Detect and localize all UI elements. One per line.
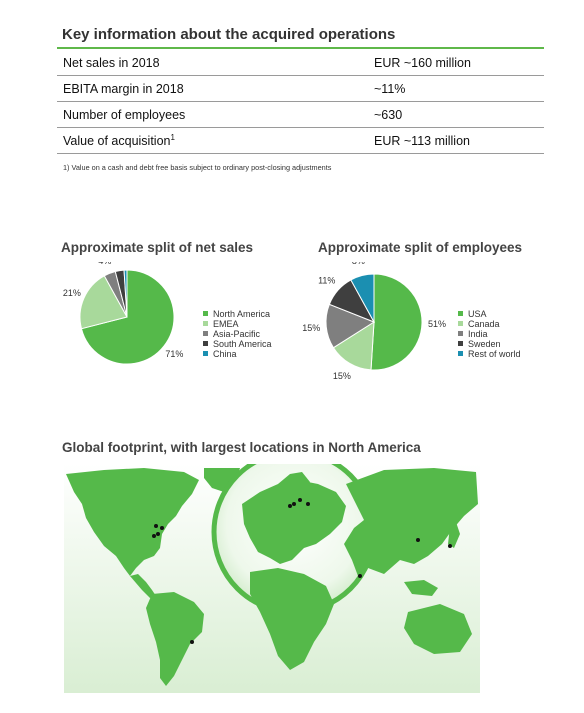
world-map <box>64 464 480 698</box>
legend-item <box>203 339 272 349</box>
row-value: EUR ~160 million <box>374 50 544 76</box>
location-marker <box>156 532 160 536</box>
title-divider <box>57 47 544 49</box>
legend-swatch <box>458 351 463 356</box>
legend-label: North America <box>213 309 271 319</box>
location-marker <box>416 538 420 542</box>
employees-chart-title: Approximate split of employees <box>318 240 523 255</box>
table-row <box>57 50 544 76</box>
row-label <box>57 128 374 154</box>
legend-label: South America <box>213 339 272 349</box>
pie-label <box>352 262 365 266</box>
table-row <box>57 102 544 128</box>
row-label-text: Value of acquisition <box>63 134 171 149</box>
legend-swatch <box>458 331 463 336</box>
legend-label: China <box>213 349 237 359</box>
pie-label: 51% <box>427 318 446 329</box>
row-value: EUR ~113 million <box>374 128 544 154</box>
row-label: Number of employees <box>57 102 374 128</box>
legend-label: Asia-Pacific <box>213 329 261 339</box>
legend-swatch <box>458 341 463 346</box>
map-title: Global footprint, with largest locations in North America <box>62 440 421 455</box>
legend-swatch <box>203 351 208 356</box>
row-value: ~11% <box>374 76 544 102</box>
legend-item <box>458 349 521 359</box>
key-info-table <box>57 50 544 154</box>
legend-label: EMEA <box>213 319 239 329</box>
employees-pie-svg <box>296 262 456 392</box>
location-marker <box>292 502 296 506</box>
legend-item <box>203 319 272 329</box>
row-label: Net sales in 2018 <box>57 50 374 76</box>
location-marker <box>298 498 302 502</box>
row-value: ~630 <box>374 102 544 128</box>
location-marker <box>358 574 362 578</box>
location-marker <box>448 544 452 548</box>
employees-pie-chart <box>296 262 456 397</box>
legend-label: Canada <box>468 319 500 329</box>
legend-item <box>458 339 521 349</box>
location-marker <box>306 502 310 506</box>
sales-legend <box>203 309 272 359</box>
legend-swatch <box>458 321 463 326</box>
legend-swatch <box>203 331 208 336</box>
pie-label <box>111 262 124 263</box>
legend-label: Sweden <box>468 339 501 349</box>
sales-chart-title: Approximate split of net sales <box>61 240 254 255</box>
location-marker <box>288 504 292 508</box>
footnote: 1) Value on a cash and debt free basis subject to ordinary post-closing adjustments <box>63 163 332 172</box>
pie-label: 21% <box>62 288 81 299</box>
location-marker <box>190 640 194 644</box>
legend-label: India <box>468 329 488 339</box>
location-marker <box>160 526 164 530</box>
legend-swatch <box>458 311 463 316</box>
legend-swatch <box>203 321 208 326</box>
legend-item <box>203 309 272 319</box>
legend-item <box>458 309 521 319</box>
employees-legend <box>458 309 521 359</box>
table-row <box>57 76 544 102</box>
legend-item <box>203 349 272 359</box>
legend-swatch <box>203 311 208 316</box>
legend-item <box>458 329 521 339</box>
pie-label: 11% <box>318 275 336 286</box>
legend-item <box>458 319 521 329</box>
legend-item <box>203 329 272 339</box>
page-title: Key information about the acquired operations <box>62 26 396 43</box>
pie-label: 15% <box>302 322 321 333</box>
table-row <box>57 128 544 154</box>
pie-slice-usa <box>371 274 422 370</box>
sales-pie-chart <box>60 262 220 387</box>
legend-swatch <box>203 341 208 346</box>
pie-label: 15% <box>332 371 351 382</box>
sales-pie-svg <box>60 262 220 382</box>
pie-label: 71% <box>165 348 184 359</box>
world-map-svg <box>64 464 480 693</box>
footnote-marker: 1 <box>170 132 175 142</box>
row-label: EBITA margin in 2018 <box>57 76 374 102</box>
legend-label: USA <box>468 309 487 319</box>
location-marker <box>154 524 158 528</box>
pie-label <box>98 262 111 266</box>
legend-label: Rest of world <box>468 349 521 359</box>
location-marker <box>152 534 156 538</box>
